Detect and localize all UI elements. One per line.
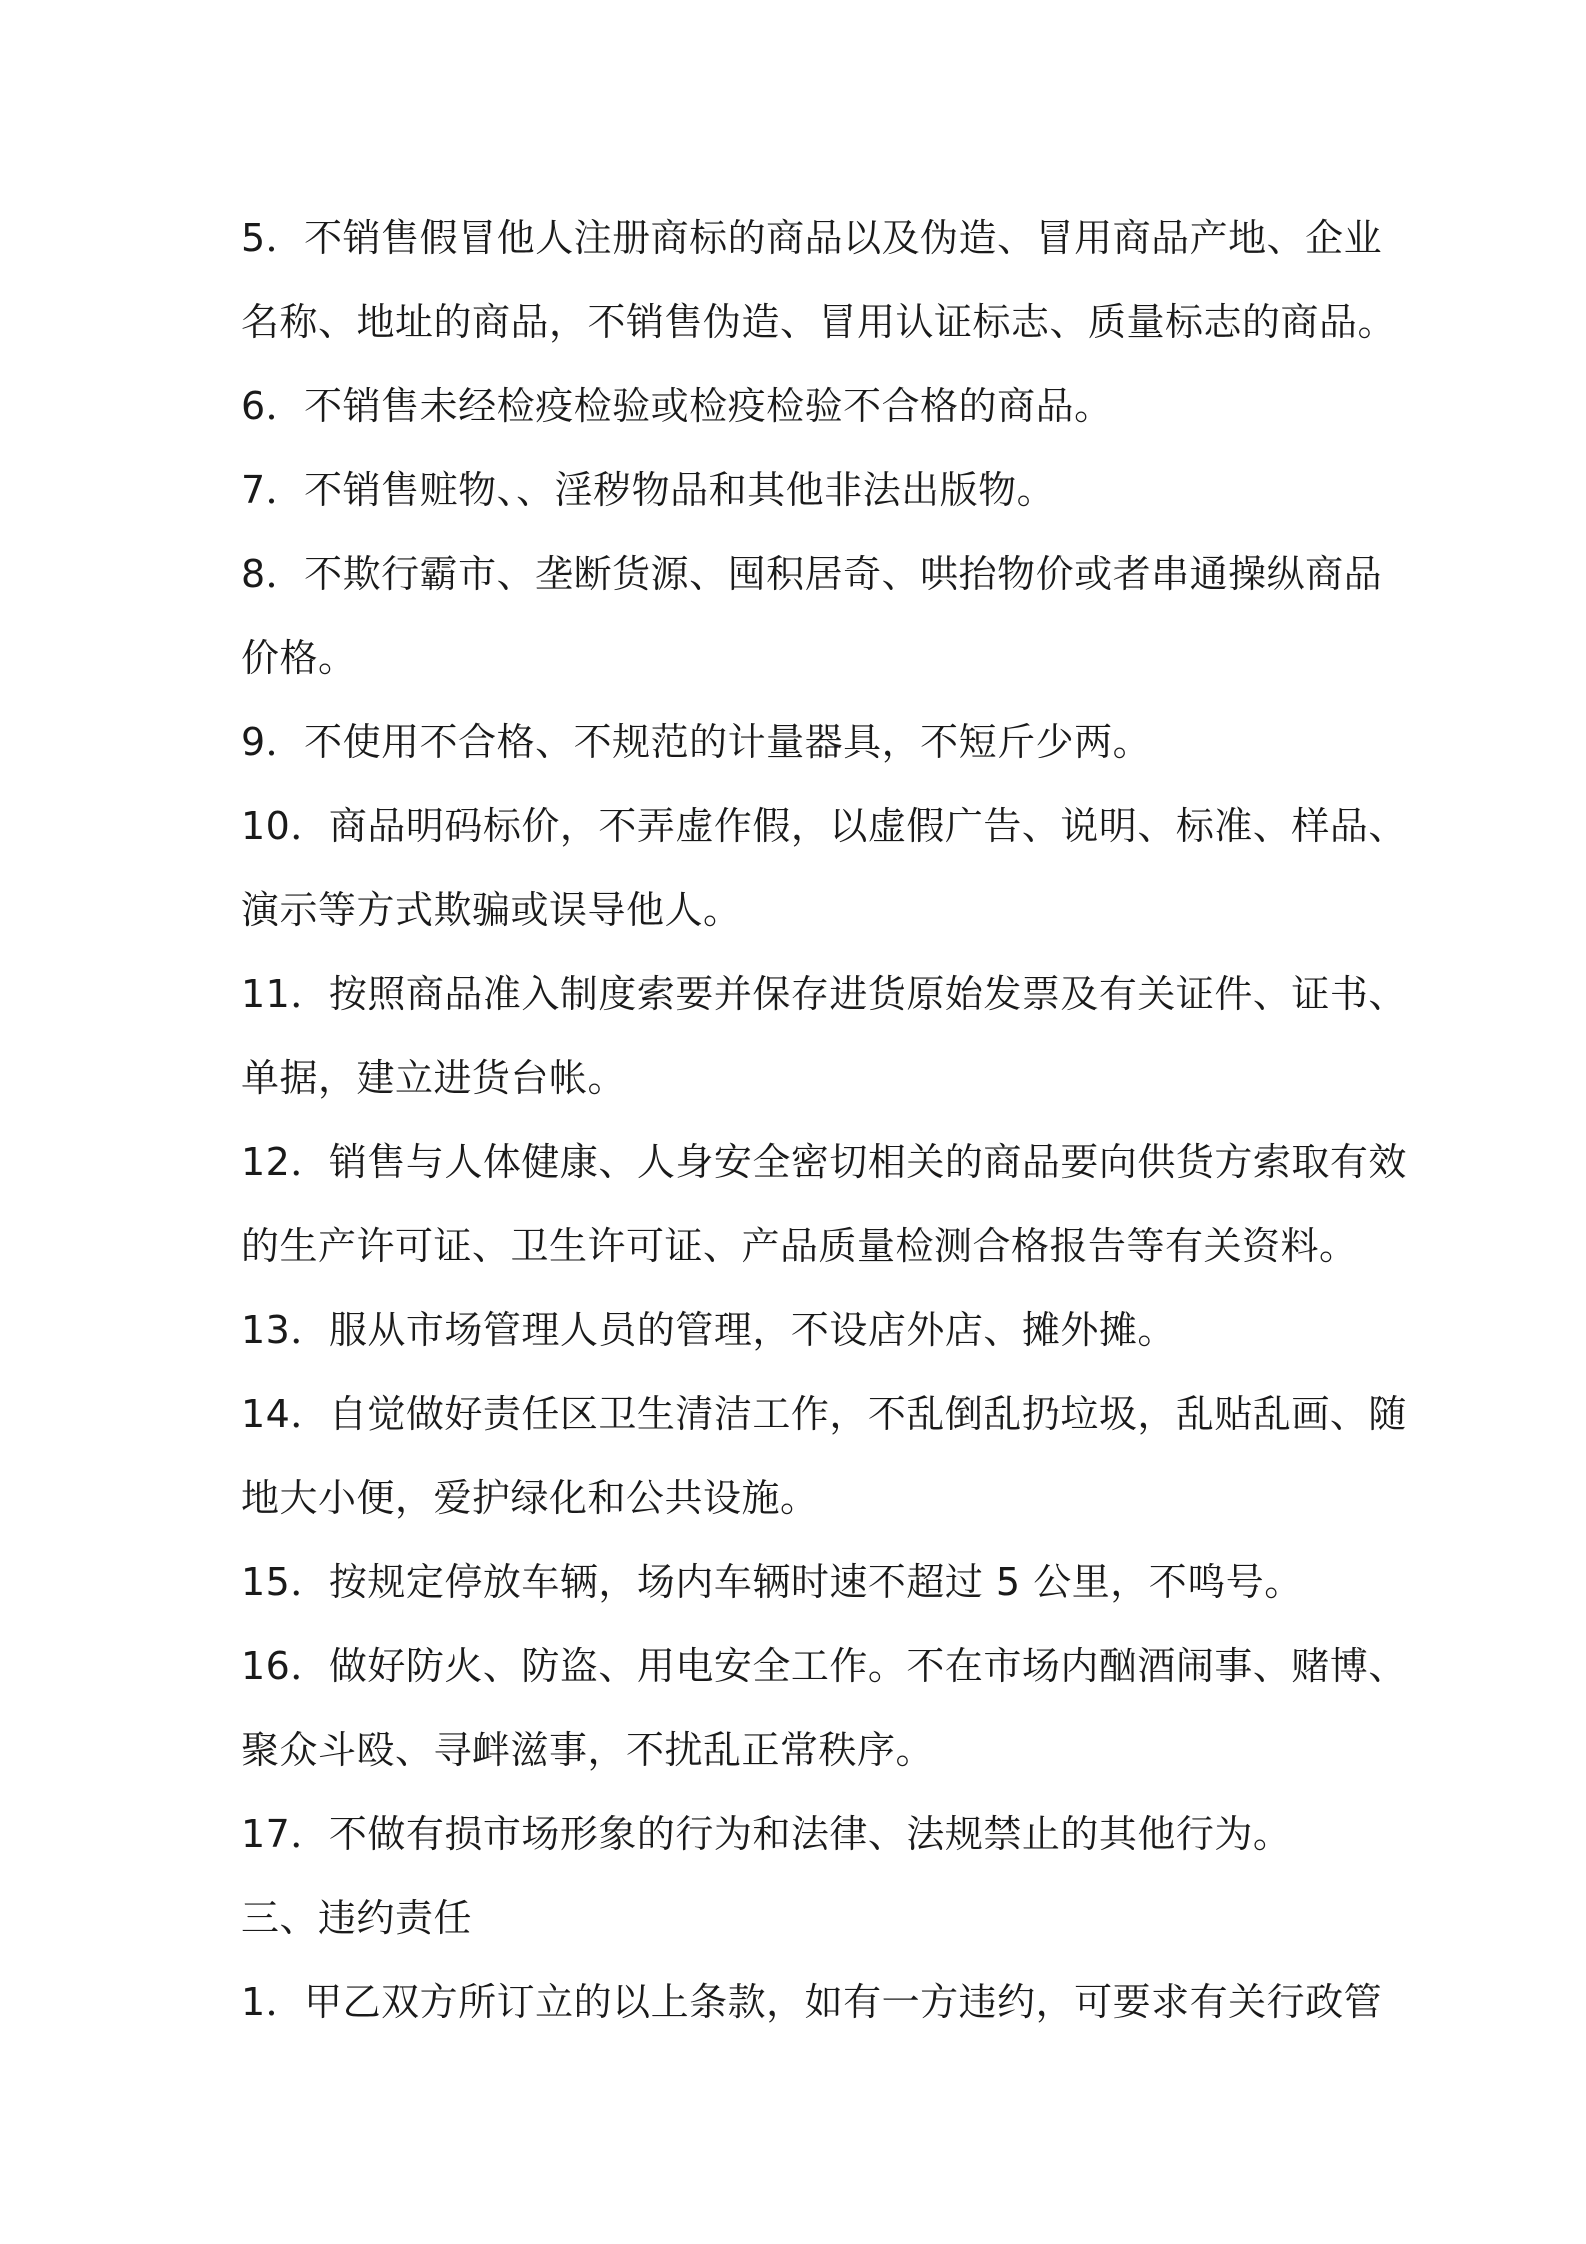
text-line: 14．自觉做好责任区卫生清洁工作，不乱倒乱扔垃圾，乱贴乱画、随 [241,1392,1407,1436]
text-line: 16．做好防火、防盗、用电安全工作。不在市场内酗酒闹事、赌博、 [241,1644,1407,1688]
section-heading: 三、违约责任 [241,1896,473,1940]
text-line: 12．销售与人体健康、人身安全密切相关的商品要向供货方索取有效 [241,1140,1407,1184]
text-line: 的生产许可证、卫生许可证、产品质量检测合格报告等有关资料。 [241,1224,1358,1268]
text-line: 7．不销售赃物、、淫秽物品和其他非法出版物。 [241,468,1056,512]
text-line: 10．商品明码标价，不弄虚作假，以虚假广告、说明、标准、样品、 [241,804,1407,848]
text-line: 8．不欺行霸市、垄断货源、囤积居奇、哄抬物价或者串通操纵商品 [241,552,1383,596]
text-line: 17．不做有损市场形象的行为和法律、法规禁止的其他行为。 [241,1812,1292,1856]
text-line: 13．服从市场管理人员的管理，不设店外店、摊外摊。 [241,1308,1176,1352]
document-body [241,196,1407,2044]
text-line: 地大小便，爱护绿化和公共设施。 [241,1476,819,1520]
text-line: 名称、地址的商品，不销售伪造、冒用认证标志、质量标志的商品。 [241,300,1397,344]
text-line: 6．不销售未经检疫检验或检疫检验不合格的商品。 [241,384,1113,428]
text-line: 单据，建立进货台帐。 [241,1056,627,1100]
text-line: 1．甲乙双方所订立的以上条款，如有一方违约，可要求有关行政管 [241,1980,1383,2024]
text-line: 聚众斗殴、寻衅滋事，不扰乱正常秩序。 [241,1728,935,1772]
text-line: 5．不销售假冒他人注册商标的商品以及伪造、冒用商品产地、企业 [241,216,1383,260]
text-line: 9．不使用不合格、不规范的计量器具，不短斤少两。 [241,720,1152,764]
text-line: 价格。 [241,636,357,680]
text-line: 11．按照商品准入制度索要并保存进货原始发票及有关证件、证书、 [241,972,1407,1016]
text-line: 15．按规定停放车辆，场内车辆时速不超过 5 公里，不鸣号。 [241,1560,1303,1604]
text-line: 演示等方式欺骗或误导他人。 [241,888,742,932]
